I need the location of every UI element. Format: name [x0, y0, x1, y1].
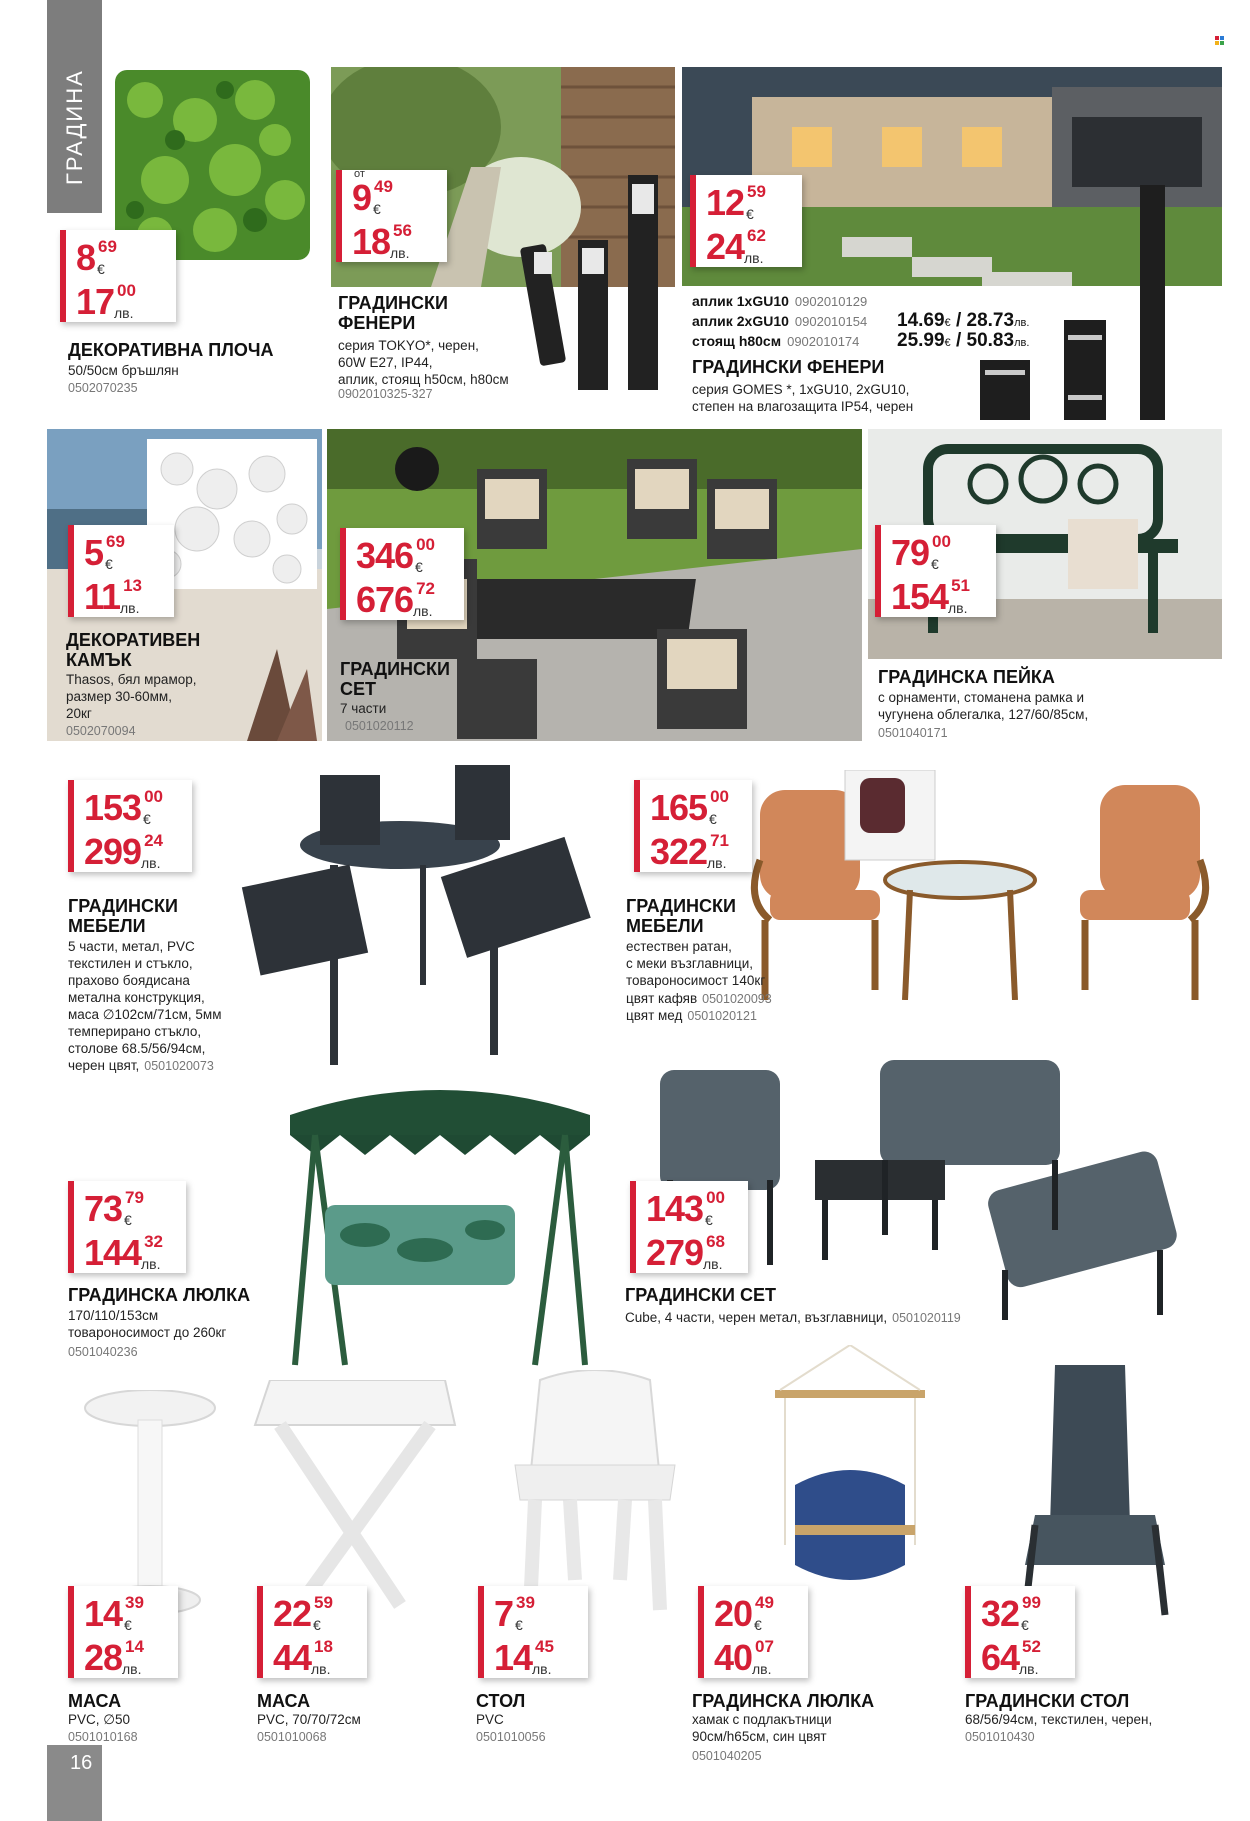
gomes-variant-name: аплик: [692, 313, 733, 329]
tokyo-price-eur-main: 9: [352, 177, 372, 218]
gchair-price-bgn-main: 64: [981, 1637, 1020, 1678]
gchair-price-box: [965, 1586, 1075, 1678]
rattan-price-eur-symbol: €: [709, 811, 717, 827]
stone-price-eur: [84, 533, 125, 571]
furn1-desc-last: [68, 1057, 214, 1075]
gomes-price-bgn-symbol: лв.: [743, 250, 764, 266]
furn1-desc-last-text: черен цвят,: [68, 1058, 140, 1073]
furn1-price-eur-symbol: €: [143, 811, 151, 827]
ivy-price-bgn-main: 17: [76, 281, 115, 322]
rattan-price-bgn-symbol: лв.: [707, 855, 727, 871]
rattan-color-row: [626, 990, 772, 1008]
ivy-price-bgn: [76, 282, 136, 320]
stone-desc: 20кг: [66, 706, 92, 721]
ivy-price-bgn-cents: 00: [117, 281, 136, 300]
chair-price-eur-main: 7: [494, 1593, 514, 1634]
table70-price-bgn-cents: 18: [314, 1637, 333, 1656]
hammock-code: 0501040205: [692, 1749, 762, 1763]
gomes-variant-row: [692, 330, 1030, 351]
stone-title: КАМЪК: [66, 650, 132, 670]
gomes-variant-price: [897, 330, 1029, 352]
rattan-title: МЕБЕЛИ: [626, 916, 704, 936]
bench-price-eur-cents: 00: [932, 532, 951, 551]
ivy-price-eur-main: 8: [76, 237, 96, 278]
gchair-price-bgn-cents: 52: [1022, 1637, 1041, 1656]
gomes-variant-name: стоящ: [692, 333, 735, 349]
furn1-title: ГРАДИНСКИ: [68, 896, 178, 916]
gchair-code: 0501010430: [965, 1730, 1035, 1744]
set7-title: СЕТ: [340, 679, 376, 699]
tokyo-price-eur: [352, 178, 393, 216]
table50-price-box: [68, 1586, 178, 1678]
tokyo-desc: аплик, стоящ h50см, h80см: [338, 372, 509, 387]
section-label: ГРАДИНА: [62, 69, 87, 185]
furn1-price-bgn-symbol: лв.: [141, 855, 161, 871]
set7-price-bgn-cents: 72: [416, 579, 435, 598]
gomes-price-eur: [706, 183, 766, 221]
ivy-price-eur-symbol: €: [96, 261, 105, 277]
table50-price-bgn: [84, 1638, 144, 1676]
furn1-desc: прахово боядисана: [68, 973, 190, 988]
furn1-desc: столове 68.5/56/94см,: [68, 1041, 206, 1056]
swing-price-eur: [84, 1189, 144, 1227]
swing-desc: 170/110/153см: [68, 1308, 159, 1323]
gchair-price-eur-symbol: €: [1020, 1617, 1029, 1633]
tokyo-price-eur-cents: 49: [374, 177, 393, 196]
cube-price-eur-cents: 00: [706, 1188, 725, 1207]
stone-price-eur-symbol: €: [104, 556, 113, 572]
hammock-chair-image: [755, 1345, 935, 1595]
stone-price-box: [68, 525, 174, 617]
chair-price-eur-cents: 39: [516, 1593, 535, 1612]
furn1-price-eur: [84, 788, 163, 826]
stone-price-bgn-main: 11: [84, 576, 121, 617]
gomes-variant-bgn: 28.73: [966, 310, 1015, 331]
garden-swing-image: [285, 1075, 595, 1370]
ivy-price-eur-cents: 69: [98, 237, 117, 256]
tokyo-title: ГРАДИНСКИ: [338, 293, 448, 313]
tokyo-desc: серия TOKYO*, черен,: [338, 338, 479, 353]
hammock-title: ГРАДИНСКА ЛЮЛКА: [692, 1691, 875, 1711]
tokyo-price-bgn: [352, 222, 412, 260]
gomes-price-bgn-cents: 62: [747, 226, 766, 245]
gomes-variant-eur-symbol: €: [944, 317, 951, 329]
gomes-variant-slash: /: [950, 330, 967, 351]
chair-price-box: [478, 1586, 588, 1678]
swing-title: ГРАДИНСКА ЛЮЛКА: [68, 1285, 251, 1305]
bench-price-bgn-symbol: лв.: [948, 600, 968, 616]
gomes-variant-bgn: 50.83: [966, 330, 1015, 351]
hammock-price-eur: [714, 1594, 774, 1632]
hammock-price-bgn: [714, 1638, 774, 1676]
stone-code: 0502070094: [66, 724, 136, 738]
set7-price-eur: [356, 536, 435, 574]
gomes-price-box: [690, 175, 802, 267]
table70-price-eur-cents: 59: [314, 1593, 333, 1612]
tokyo-code: 0902010325-327: [338, 387, 433, 401]
bench-price-eur: [891, 533, 951, 571]
stone-price-eur-main: 5: [84, 532, 104, 573]
bench-title: ГРАДИНСКА ПЕЙКА: [878, 667, 1055, 687]
set7-price-eur-main: 346: [356, 535, 414, 576]
bench-price-eur-symbol: €: [930, 556, 939, 572]
tokyo-title: ФЕНЕРИ: [338, 313, 416, 333]
hammock-desc: хамак с подлакътници: [692, 1712, 832, 1727]
set7-code: 0501020112: [345, 719, 414, 733]
gomes-variant-spec: 2xGU10: [736, 313, 789, 329]
gchair-price-bgn-symbol: лв.: [1018, 1661, 1039, 1677]
rattan-color-label: цвят кафяв: [626, 991, 698, 1006]
hammock-price-eur-main: 20: [714, 1593, 753, 1634]
tokyo-price-eur-symbol: €: [372, 201, 381, 217]
hammock-price-eur-cents: 49: [755, 1593, 774, 1612]
set7-price-eur-symbol: €: [415, 559, 423, 575]
set7-desc: 7 части: [340, 701, 387, 716]
plastic-chair-image: [510, 1370, 680, 1615]
chair-code: 0501010056: [476, 1730, 546, 1744]
swing-code: 0501040236: [68, 1345, 138, 1359]
table70-price-eur-main: 22: [273, 1593, 312, 1634]
stone-price-bgn-symbol: лв.: [119, 600, 140, 616]
chair-price-eur: [494, 1594, 535, 1632]
gomes-price-eur-main: 12: [706, 182, 745, 223]
chair-price-bgn: [494, 1638, 554, 1676]
gomes-variant-bgn-symbol: лв.: [1014, 337, 1030, 349]
rattan-price-eur-cents: 00: [710, 787, 729, 806]
set7-price-bgn-symbol: лв.: [413, 603, 433, 619]
tokyo-desc: 60W E27, IP44,: [338, 355, 433, 370]
tokyo-price-bgn-main: 18: [352, 221, 391, 262]
set7-title: ГРАДИНСКИ: [340, 659, 450, 679]
tokyo-price-prefix: от: [354, 168, 365, 180]
brand-logo-icon: [1215, 36, 1224, 45]
table70-code: 0501010068: [257, 1730, 327, 1744]
tokyo-price-bgn-symbol: лв.: [389, 245, 410, 261]
furn1-price-bgn-main: 299: [84, 831, 142, 872]
swing-price-eur-cents: 79: [125, 1188, 144, 1207]
ivy-price-bgn-symbol: лв.: [113, 305, 134, 321]
gomes-variant-code: 0902010174: [787, 334, 860, 349]
bench-desc: с орнаменти, стоманена рамка и: [878, 690, 1085, 705]
ivy-code: 0502070235: [68, 381, 138, 395]
stone-desc: размер 30-60мм,: [66, 689, 172, 704]
table70-price-bgn: [273, 1638, 333, 1676]
gchair-price-bgn: [981, 1638, 1041, 1676]
table50-price-eur: [84, 1594, 144, 1632]
stone-price-bgn-cents: 13: [123, 576, 142, 595]
gomes-variant-code: 0902010129: [794, 294, 868, 309]
stone-title: ДЕКОРАТИВЕН: [66, 630, 201, 650]
gomes-variant-row: [692, 293, 867, 309]
stone-price-bgn: [84, 577, 142, 615]
furn1-title: МЕБЕЛИ: [68, 916, 146, 936]
hammock-price-eur-symbol: €: [753, 1617, 762, 1633]
cube-code: 0501020119: [892, 1311, 961, 1325]
furn1-desc: текстилен и стъкло,: [68, 956, 193, 971]
swing-price-bgn-main: 144: [84, 1232, 142, 1273]
gomes-variant-eur-symbol: €: [944, 337, 951, 349]
rattan-price-box: [634, 780, 752, 872]
chair-desc: PVC: [476, 1712, 504, 1727]
table50-price-eur-main: 14: [84, 1593, 123, 1634]
table50-code: 0501010168: [68, 1730, 138, 1744]
swing-price-eur-main: 73: [84, 1188, 123, 1229]
table70-price-eur: [273, 1594, 333, 1632]
gomes-variant-slash: /: [950, 310, 967, 331]
chair-price-eur-symbol: €: [514, 1617, 523, 1633]
gchair-price-eur-main: 32: [981, 1593, 1020, 1634]
cube-price-bgn-main: 279: [646, 1232, 704, 1273]
furn1-price-eur-main: 153: [84, 787, 142, 828]
gomes-desc: серия GOMES *, 1xGU10, 2xGU10,: [692, 382, 910, 397]
swing-price-eur-symbol: €: [123, 1212, 132, 1228]
set7-price-eur-cents: 00: [416, 535, 435, 554]
furn1-code: 0501020073: [144, 1059, 214, 1073]
table50-price-bgn-main: 28: [84, 1637, 123, 1678]
set7-price-box: [340, 528, 464, 620]
table70-price-bgn-symbol: лв.: [310, 1661, 331, 1677]
gomes-price-eur-cents: 59: [747, 182, 766, 201]
rattan-color-row: [626, 1007, 757, 1025]
ivy-title: ДЕКОРАТИВНА ПЛОЧА: [68, 340, 274, 360]
furn1-price-bgn-cents: 24: [144, 831, 163, 850]
tokyo-price-bgn-cents: 56: [393, 221, 412, 240]
rattan-furniture-image: [750, 770, 1210, 1000]
gomes-variant-price: [897, 310, 1029, 332]
gomes-variant-spec: 1xGU10: [736, 293, 789, 309]
rattan-title: ГРАДИНСКИ: [626, 896, 736, 916]
rattan-desc: с меки възглавници,: [626, 956, 754, 971]
hammock-price-bgn-main: 40: [714, 1637, 753, 1678]
gomes-price-bgn: [706, 227, 766, 265]
gomes-variant-bgn-symbol: лв.: [1014, 317, 1030, 329]
furn1-desc: метална конструкция,: [68, 990, 205, 1005]
rattan-color-code: 0501020121: [687, 1009, 757, 1023]
chair-price-bgn-cents: 45: [535, 1637, 554, 1656]
chair-title: СТОЛ: [476, 1691, 526, 1711]
table70-price-bgn-main: 44: [273, 1637, 312, 1678]
furn1-price-box: [68, 780, 192, 872]
cube-title: ГРАДИНСКИ СЕТ: [625, 1285, 776, 1305]
bench-desc: чугунена облегалка, 127/60/85см,: [878, 707, 1089, 722]
tokyo-lamp-units-image: [520, 170, 680, 400]
gomes-variant-eur: 14.69: [897, 310, 945, 331]
table70-title: МАСА: [257, 1691, 311, 1711]
cube-price-eur: [646, 1189, 725, 1227]
bench-price-box: [875, 525, 996, 617]
set7-price-bgn: [356, 580, 435, 618]
cube-desc: [625, 1309, 961, 1327]
bench-price-bgn: [891, 577, 970, 615]
hammock-desc: 90см/h65см, син цвят: [692, 1729, 827, 1744]
cube-desc-text: Cube, 4 части, черен метал, възглавници,: [625, 1310, 888, 1325]
swing-price-bgn: [84, 1233, 163, 1271]
table50-title: МАСА: [68, 1691, 122, 1711]
chair-price-bgn-main: 14: [494, 1637, 533, 1678]
rattan-price-bgn-main: 322: [650, 831, 708, 872]
ivy-price-box: [60, 230, 176, 322]
swing-desc: товароносимост до 260кг: [68, 1325, 227, 1340]
tokyo-price-box: [336, 170, 447, 262]
bench-price-eur-main: 79: [891, 532, 930, 573]
gomes-variant-name: аплик: [692, 293, 733, 309]
cube-price-bgn: [646, 1233, 725, 1271]
rattan-desc: естествен ратан,: [626, 939, 732, 954]
stone-price-eur-cents: 69: [106, 532, 125, 551]
hammock-price-box: [698, 1586, 808, 1678]
hammock-price-bgn-cents: 07: [755, 1637, 774, 1656]
swing-price-bgn-cents: 32: [144, 1232, 163, 1251]
table70-price-eur-symbol: €: [312, 1617, 321, 1633]
gomes-variant-eur: 25.99: [897, 330, 945, 351]
rattan-price-bgn-cents: 71: [710, 831, 729, 850]
rattan-price-eur: [650, 788, 729, 826]
gomes-variant-spec: h80см: [738, 333, 782, 349]
furn1-desc: темперирано стъкло,: [68, 1024, 202, 1039]
table50-price-eur-cents: 39: [125, 1593, 144, 1612]
cube-price-eur-main: 143: [646, 1188, 704, 1229]
gchair-price-eur: [981, 1594, 1041, 1632]
swing-price-box: [68, 1181, 186, 1273]
rattan-price-eur-main: 165: [650, 787, 708, 828]
ivy-desc: 50/50см бръшлян: [68, 363, 179, 378]
gchair-desc: 68/56/94см, текстилен, черен,: [965, 1712, 1153, 1727]
bench-price-bgn-main: 154: [891, 576, 949, 617]
bench-code: 0501040171: [878, 726, 948, 740]
furn1-price-eur-cents: 00: [144, 787, 163, 806]
bench-price-bgn-cents: 51: [951, 576, 970, 595]
ivy-price-eur: [76, 238, 117, 276]
gomes-price-bgn-main: 24: [706, 226, 745, 267]
hammock-price-bgn-symbol: лв.: [751, 1661, 772, 1677]
furn1-price-bgn: [84, 832, 163, 870]
set7-price-bgn-main: 676: [356, 579, 414, 620]
cube-price-bgn-symbol: лв.: [703, 1256, 723, 1272]
furniture-set-black-image: [190, 765, 630, 1075]
rattan-desc: товароносимост 140кг: [626, 973, 766, 988]
furn1-desc: 5 части, метал, PVC: [68, 939, 195, 954]
gomes-lamp-units-image: [980, 175, 1165, 425]
table50-price-bgn-cents: 14: [125, 1637, 144, 1656]
swing-price-bgn-symbol: лв.: [141, 1256, 161, 1272]
chair-price-bgn-symbol: лв.: [531, 1661, 552, 1677]
rattan-color-label: цвят мед: [626, 1008, 683, 1023]
table50-price-eur-symbol: €: [123, 1617, 132, 1633]
page-number: 16: [70, 1752, 93, 1774]
gomes-title: ГРАДИНСКИ ФЕНЕРИ: [692, 357, 885, 377]
gomes-price-eur-symbol: €: [745, 206, 754, 222]
cube-price-box: [630, 1181, 748, 1273]
gomes-variant-code: 0902010154: [794, 314, 868, 329]
gchair-title: ГРАДИНСКИ СТОЛ: [965, 1691, 1130, 1711]
stone-desc: Thasos, бял мрамор,: [66, 672, 197, 687]
gchair-price-eur-cents: 99: [1022, 1593, 1041, 1612]
rattan-color-code: 0501020093: [702, 992, 772, 1006]
gomes-desc: степен на влагозащита IP54, черен: [692, 399, 914, 414]
square-table-image: [250, 1380, 460, 1610]
table70-desc: PVC, 70/70/72см: [257, 1712, 361, 1727]
rattan-price-bgn: [650, 832, 729, 870]
gomes-variant-row: [692, 310, 1030, 331]
cube-price-eur-symbol: €: [705, 1212, 713, 1228]
furn1-desc: маса ∅102см/71см, 5мм: [68, 1007, 222, 1022]
table70-price-box: [257, 1586, 367, 1678]
cube-price-bgn-cents: 68: [706, 1232, 725, 1251]
table50-desc: PVC, ∅50: [68, 1712, 131, 1727]
table50-price-bgn-symbol: лв.: [121, 1661, 142, 1677]
